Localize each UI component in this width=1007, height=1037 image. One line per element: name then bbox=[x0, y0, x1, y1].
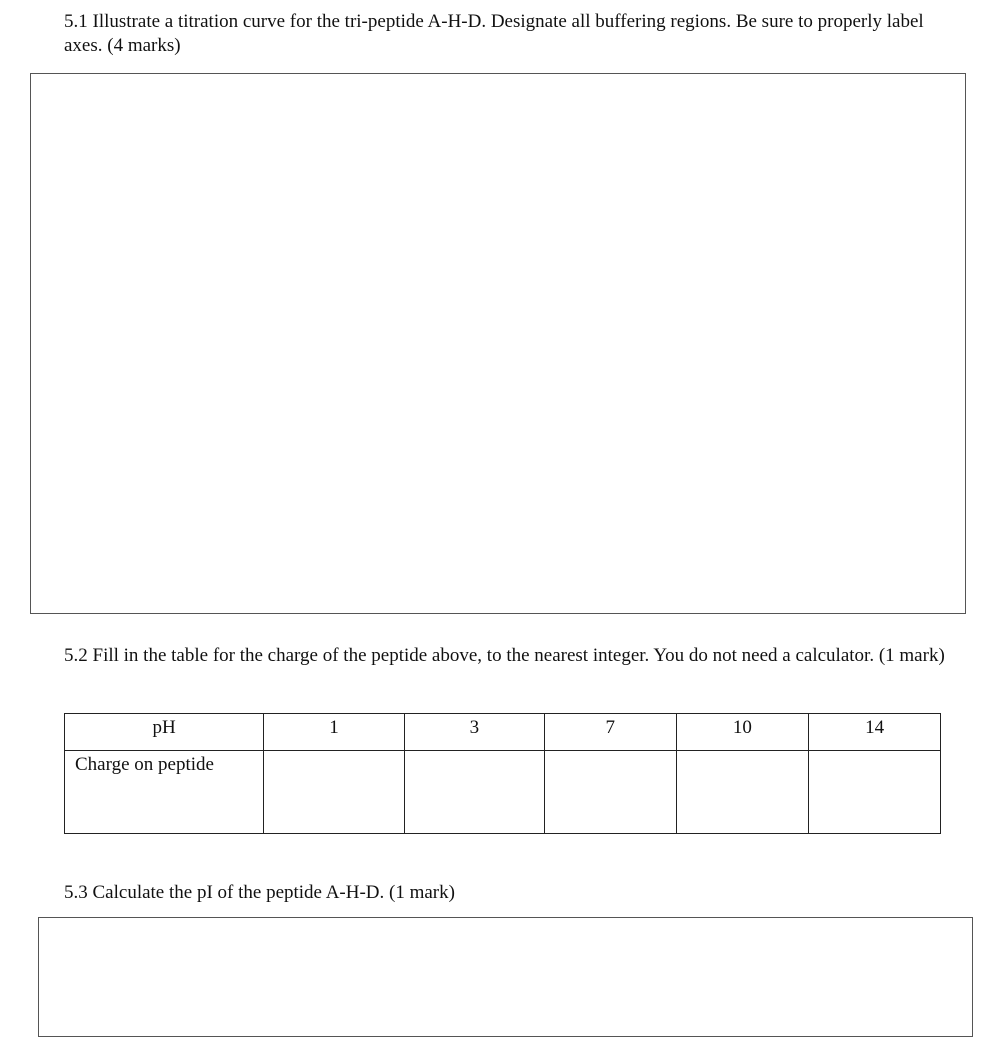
ph-header-cell: pH bbox=[65, 714, 264, 751]
ph-value-cell: 10 bbox=[676, 714, 809, 751]
ph-value-cell: 7 bbox=[544, 714, 676, 751]
table-charge-row bbox=[65, 751, 941, 834]
charge-answer-cell[interactable] bbox=[544, 751, 676, 834]
charge-answer-cell[interactable] bbox=[264, 751, 404, 834]
ph-value-cell: 3 bbox=[404, 714, 544, 751]
titration-curve-answer-box[interactable] bbox=[30, 73, 966, 614]
pi-answer-box[interactable] bbox=[38, 917, 973, 1037]
question-5-1: 5.1 Illustrate a titration curve for the tri-peptide A-H-D. Designate all buffering regions. Be sure to properly label axes. (4 marks) bbox=[64, 11, 924, 56]
ph-value-cell: 1 bbox=[264, 714, 404, 751]
ph-value-cell: 14 bbox=[809, 714, 941, 751]
question-5-3: 5.3 Calculate the pI of the peptide A-H-D. (1 mark) bbox=[64, 882, 455, 903]
charge-answer-cell[interactable] bbox=[404, 751, 544, 834]
question-5-2: 5.2 Fill in the table for the charge of the peptide above, to the nearest integer. You do not need a calculator. (1 mark) bbox=[64, 645, 945, 666]
charge-answer-cell[interactable] bbox=[809, 751, 941, 834]
charge-label-cell: Charge on peptide bbox=[65, 751, 264, 834]
table-header-row bbox=[65, 714, 941, 751]
charge-answer-cell[interactable] bbox=[676, 751, 809, 834]
charge-table bbox=[64, 713, 941, 834]
